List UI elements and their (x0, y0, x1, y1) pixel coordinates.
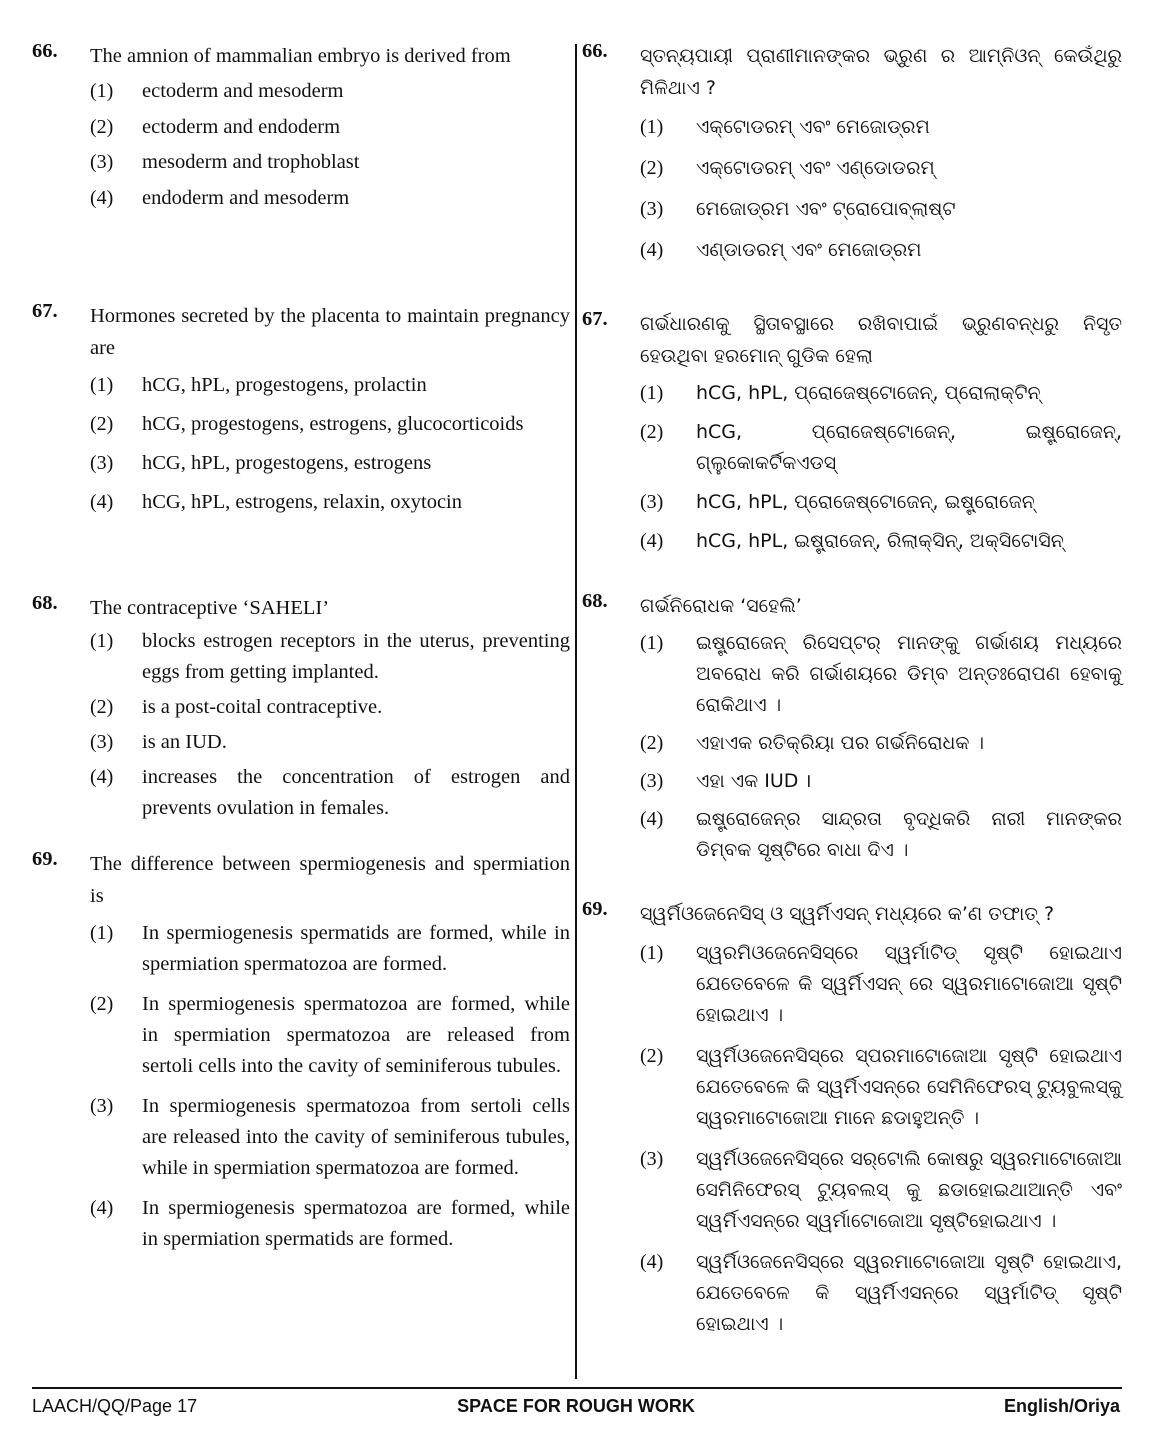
option-number: (1) (640, 382, 664, 404)
option-number: (2) (90, 116, 114, 138)
question-69-en (32, 848, 570, 1255)
option-number: (2) (640, 421, 664, 443)
question-number: 68. (32, 592, 58, 614)
option (90, 76, 570, 107)
language-label: English/Oriya (1003, 1396, 1120, 1416)
option-text: blocks estrogen receptors in the uterus, preventing eggs from getting implanted. (142, 630, 570, 683)
option-number: (4) (90, 1197, 114, 1219)
option (640, 804, 1122, 866)
option-number: (1) (90, 374, 114, 396)
option (90, 692, 570, 723)
option (640, 487, 1122, 518)
option-text: ସ୍ୱର୍ମିଓଜେନେସିସ୍‌ରେ ସ୍ୱରମାଟୋଜୋଆ ସୃଷ୍ଟି ହୋଇଥାଏ, ଯେତେବେଳେ କି ସ୍ୱର୍ମିଏସନ୍‌ରେ ସ୍ୱର୍ମାଟିଡ୍ ସୃଷ୍ଟି ହୋଇଥାଏ । (696, 1251, 1122, 1335)
option-text: hCG, hPL, ପ୍ରୋଜେଷ୍ଟୋଜେନ୍, ପ୍ରୋଲାକ୍ଟିନ୍ (696, 382, 1041, 404)
option-text: hCG, hPL, estrogens, relaxin, oxytocin (142, 491, 462, 513)
rough-work-label: SPACE FOR ROUGH WORK (457, 1396, 695, 1416)
option-text: hCG, ପ୍ରୋଜେଷ୍ଟୋଜେନ୍, ଇଷ୍ଟ୍ରୋଜେନ୍, ଗ୍ଲୁକୋକର୍ଟିକଏଡସ୍ (696, 421, 1122, 474)
option (640, 378, 1122, 409)
option-number: (3) (640, 198, 664, 220)
option-number: (1) (640, 116, 664, 138)
option-text: hCG, hPL, progestogens, prolactin (142, 374, 427, 396)
option-text: increases the concentration of estrogen and prevents ovulation in females. (142, 766, 570, 819)
question-69-or (582, 898, 1122, 1340)
question-number: 66. (32, 40, 58, 62)
option (640, 728, 1122, 759)
question-68-or (582, 590, 1122, 898)
question-number: 69. (32, 848, 58, 870)
option-number: (2) (640, 157, 664, 179)
option-number: (2) (640, 732, 664, 754)
option-text: ectoderm and mesoderm (142, 80, 344, 102)
option-number: (2) (90, 993, 114, 1015)
option (640, 1144, 1122, 1237)
option-number: (1) (90, 630, 114, 652)
question-66-or (582, 40, 1122, 308)
option-text: ସ୍ୱର୍ମିଓଜେନେସିସ୍‌ରେ ସର୍‌ଟୋଲି କୋଷରୁ ସ୍ୱରମାଟୋଜୋଆ ସେମିନିଫେରସ୍ ଟ୍ୟୁବଲସ୍ କୁ ଛଡାହୋଇଥାଆନ୍ତି ଏବଂ ସ୍ୱର୍ମିଏସନ୍‌ରେ ସ୍ୱର୍ମାଟୋଜୋଆ ସୃଷ୍ଟିହୋଇଥାଏ । (696, 1148, 1122, 1232)
option-text: hCG, hPL, progestogens, estrogens (142, 452, 432, 474)
option (90, 918, 570, 980)
option-text: In spermiogenesis spermatozoa from sertoli cells are released into the cavity of seminiferous tubules, while in spermiation spermatozoa are formed. (142, 1095, 570, 1179)
option (640, 194, 1122, 225)
option-number: (1) (640, 632, 664, 654)
option (640, 766, 1122, 797)
option-text: ଏହା ଏକ IUD । (696, 770, 812, 792)
option-text: ଏଣ୍ଡାଡରମ୍ ଏବଂ ମେଜୋଡ୍ରମ (696, 239, 922, 261)
option-text: ସ୍ୱରମିଓଜେନେସିସ୍‌ରେ ସ୍ୱର୍ମାଟିଡ୍ ସୃଷ୍ଟି ହୋଇଥାଏ ଯେତେବେଳେ କି ସ୍ୱର୍ମିଏସନ୍ ରେ ସ୍ୱରମାଟୋଜୋଆ ସୃଷ୍ଟି ହୋଇଥାଏ । (696, 942, 1122, 1026)
question-stem: The difference between spermiogenesis and spermiation is (90, 853, 570, 907)
option (640, 938, 1122, 1031)
question-stem: ସ୍ତନ୍ୟପାୟୀ ପ୍ରାଣୀମାନଙ୍କର ଭ୍ରୁଣ ର ଆମ୍ନିଓନ୍ କେଉଁଥିରୁ ମିଳିଥାଏ ? (640, 45, 1122, 99)
option (90, 112, 570, 143)
option (90, 448, 570, 479)
option-number: (3) (90, 731, 114, 753)
option-number: (4) (640, 1251, 664, 1273)
option-text: is a post-coital contraceptive. (142, 696, 383, 718)
question-stem: The amnion of mammalian embryo is derived from (90, 45, 511, 67)
option-number: (2) (640, 1045, 664, 1067)
option-number: (3) (640, 1148, 664, 1170)
option-text: ସ୍ୱର୍ମିଓଜେନେସିସ୍‌ରେ ସ୍ପରମାଟୋଜୋଆ ସୃଷ୍ଟି ହୋଇଥାଏ ଯେତେବେଳେ କି ସ୍ୱର୍ମିଏସନ୍‌ରେ ସେମିନିଫେରସ୍ ଟ୍ୟୁବୁଲସ୍‌କୁ ସ୍ୱରମାଟୋଜୋଆ ମାନେ ଛଡାହୁଅନ୍ତି । (696, 1045, 1122, 1129)
option (90, 762, 570, 824)
option-text: endoderm and mesoderm (142, 187, 350, 209)
option-number: (2) (90, 696, 114, 718)
question-68-en (32, 592, 570, 848)
option-number: (1) (90, 80, 114, 102)
column-divider (575, 44, 577, 1379)
option (640, 112, 1122, 143)
question-stem: ସ୍ୱର୍ମିଓଜେନେସିସ୍ ଓ ସ୍ୱର୍ମିଏସନ୍ ମଧ୍ୟରେ କ’ଣ ତଫାତ୍ ? (640, 903, 1055, 925)
option-text: is an IUD. (142, 731, 227, 753)
option (90, 1193, 570, 1255)
option (640, 1041, 1122, 1134)
option-text: hCG, hPL, ପ୍ରୋଜେଷ୍ଟୋଜେନ୍, ଇଷ୍ଟ୍ରୋଜେନ୍ (696, 491, 1035, 513)
question-67-en (32, 300, 570, 592)
question-number: 67. (582, 308, 608, 330)
footer-rule (32, 1387, 1122, 1389)
option-text: mesoderm and trophoblast (142, 151, 360, 173)
option (90, 1091, 570, 1184)
option-number: (4) (640, 239, 664, 261)
option-text: hCG, progestogens, estrogens, glucocorticoids (142, 413, 524, 435)
option-text: ମେଜୋଡ୍ରମ ଏବଂ ଟ୍ରୋପୋବ୍ଲାଷ୍ଟ (696, 198, 956, 220)
option-number: (3) (640, 770, 664, 792)
option (640, 235, 1122, 266)
option-text: ଇଷ୍ଟ୍ରୋଜେନ୍‌ର ସାନ୍ଦ୍ରତା ବୃଦ୍ଧିକରି ନାରୀ ମାନଙ୍କର ଡିମ୍ବକ ସୃଷ୍ଟିରେ ବାଧା ଦିଏ । (696, 808, 1122, 861)
option-number: (4) (90, 766, 114, 788)
option (90, 370, 570, 401)
option (90, 989, 570, 1082)
option-text: ଏକ୍ଟୋଡରମ୍ ଏବଂ ମେଜୋଡ୍ରମ (696, 116, 930, 138)
option (90, 409, 570, 440)
oriya-column (582, 40, 1122, 1340)
english-column (32, 40, 570, 1255)
option-text: In spermiogenesis spermatids are formed, while in spermiation spermatozoa are formed. (142, 922, 570, 975)
option (640, 526, 1122, 557)
page-label: LAACH/QQ/Page 17 (32, 1396, 198, 1416)
option (640, 417, 1122, 479)
option-number: (1) (90, 922, 114, 944)
option-number: (3) (90, 151, 114, 173)
question-67-or (582, 308, 1122, 590)
option-text: hCG, hPL, ଇଷ୍ଟ୍ରାଜେନ୍, ରିଲାକ୍ସିନ୍, ଅକ୍ସିଟୋସିନ୍ (696, 530, 1064, 552)
option-text: ଏହାଏକ ରତିକ୍ରିୟା ପର ଗର୍ଭନିରୋଧକ । (696, 732, 985, 754)
option-text: ectoderm and endoderm (142, 116, 341, 138)
option-number: (3) (640, 491, 664, 513)
question-number: 68. (582, 590, 608, 612)
option-number: (3) (90, 1095, 114, 1117)
option (90, 727, 570, 758)
question-number: 66. (582, 40, 608, 62)
option-number: (4) (90, 187, 114, 209)
option (90, 487, 570, 518)
option-number: (4) (90, 491, 114, 513)
option-number: (4) (640, 808, 664, 830)
option (90, 626, 570, 688)
question-number: 69. (582, 898, 608, 920)
question-stem: The contraceptive ‘SAHELI’ (90, 597, 330, 619)
question-number: 67. (32, 300, 58, 322)
option (640, 153, 1122, 184)
option-text: In spermiogenesis spermatozoa are formed, while in spermiation spermatids are formed. (142, 1197, 570, 1250)
option (640, 1247, 1122, 1340)
question-66-en (32, 40, 570, 300)
option-text: ଇଷ୍ଟ୍ରୋଜେନ୍ ରିସେପ୍ଟର୍ ମାନଙ୍କୁ ଗର୍ଭାଶୟ ମଧ୍ୟରେ ଅବରୋଧ କରି ଗର୍ଭାଶୟରେ ଡିମ୍ବ ଅନ୍ତଃରୋପଣ ହେବାକୁ ରୋକିଥାଏ । (696, 632, 1122, 716)
option-number: (1) (640, 942, 664, 964)
option-number: (4) (640, 530, 664, 552)
option-text: In spermiogenesis spermatozoa are formed, while in spermiation spermatozoa are released from sertoli cells into the cavity of seminiferous tubules. (142, 993, 570, 1077)
option (90, 147, 570, 178)
option (90, 183, 570, 214)
option (640, 628, 1122, 721)
option-number: (2) (90, 413, 114, 435)
question-stem: Hormones secreted by the placenta to maintain pregnancy are (90, 305, 570, 359)
option-number: (3) (90, 452, 114, 474)
question-stem: ଗର୍ଭନିରୋଧକ ‘ସହେଲି’ (640, 595, 802, 617)
option-text: ଏକ୍ଟୋଡରମ୍ ଏବଂ ଏଣ୍ଡୋଡରମ୍ (696, 157, 935, 179)
question-stem: ଗର୍ଭଧାରଣକୁ ସ୍ଥିତାବସ୍ଥାରେ ରଖିବାପାଇଁ ଭ୍ରୁଣବନ୍ଧରୁ ନିସୃତ ହେଉଥିବା ହରମୋନ୍ ଗୁଡିକ ହେଲା (640, 313, 1122, 367)
